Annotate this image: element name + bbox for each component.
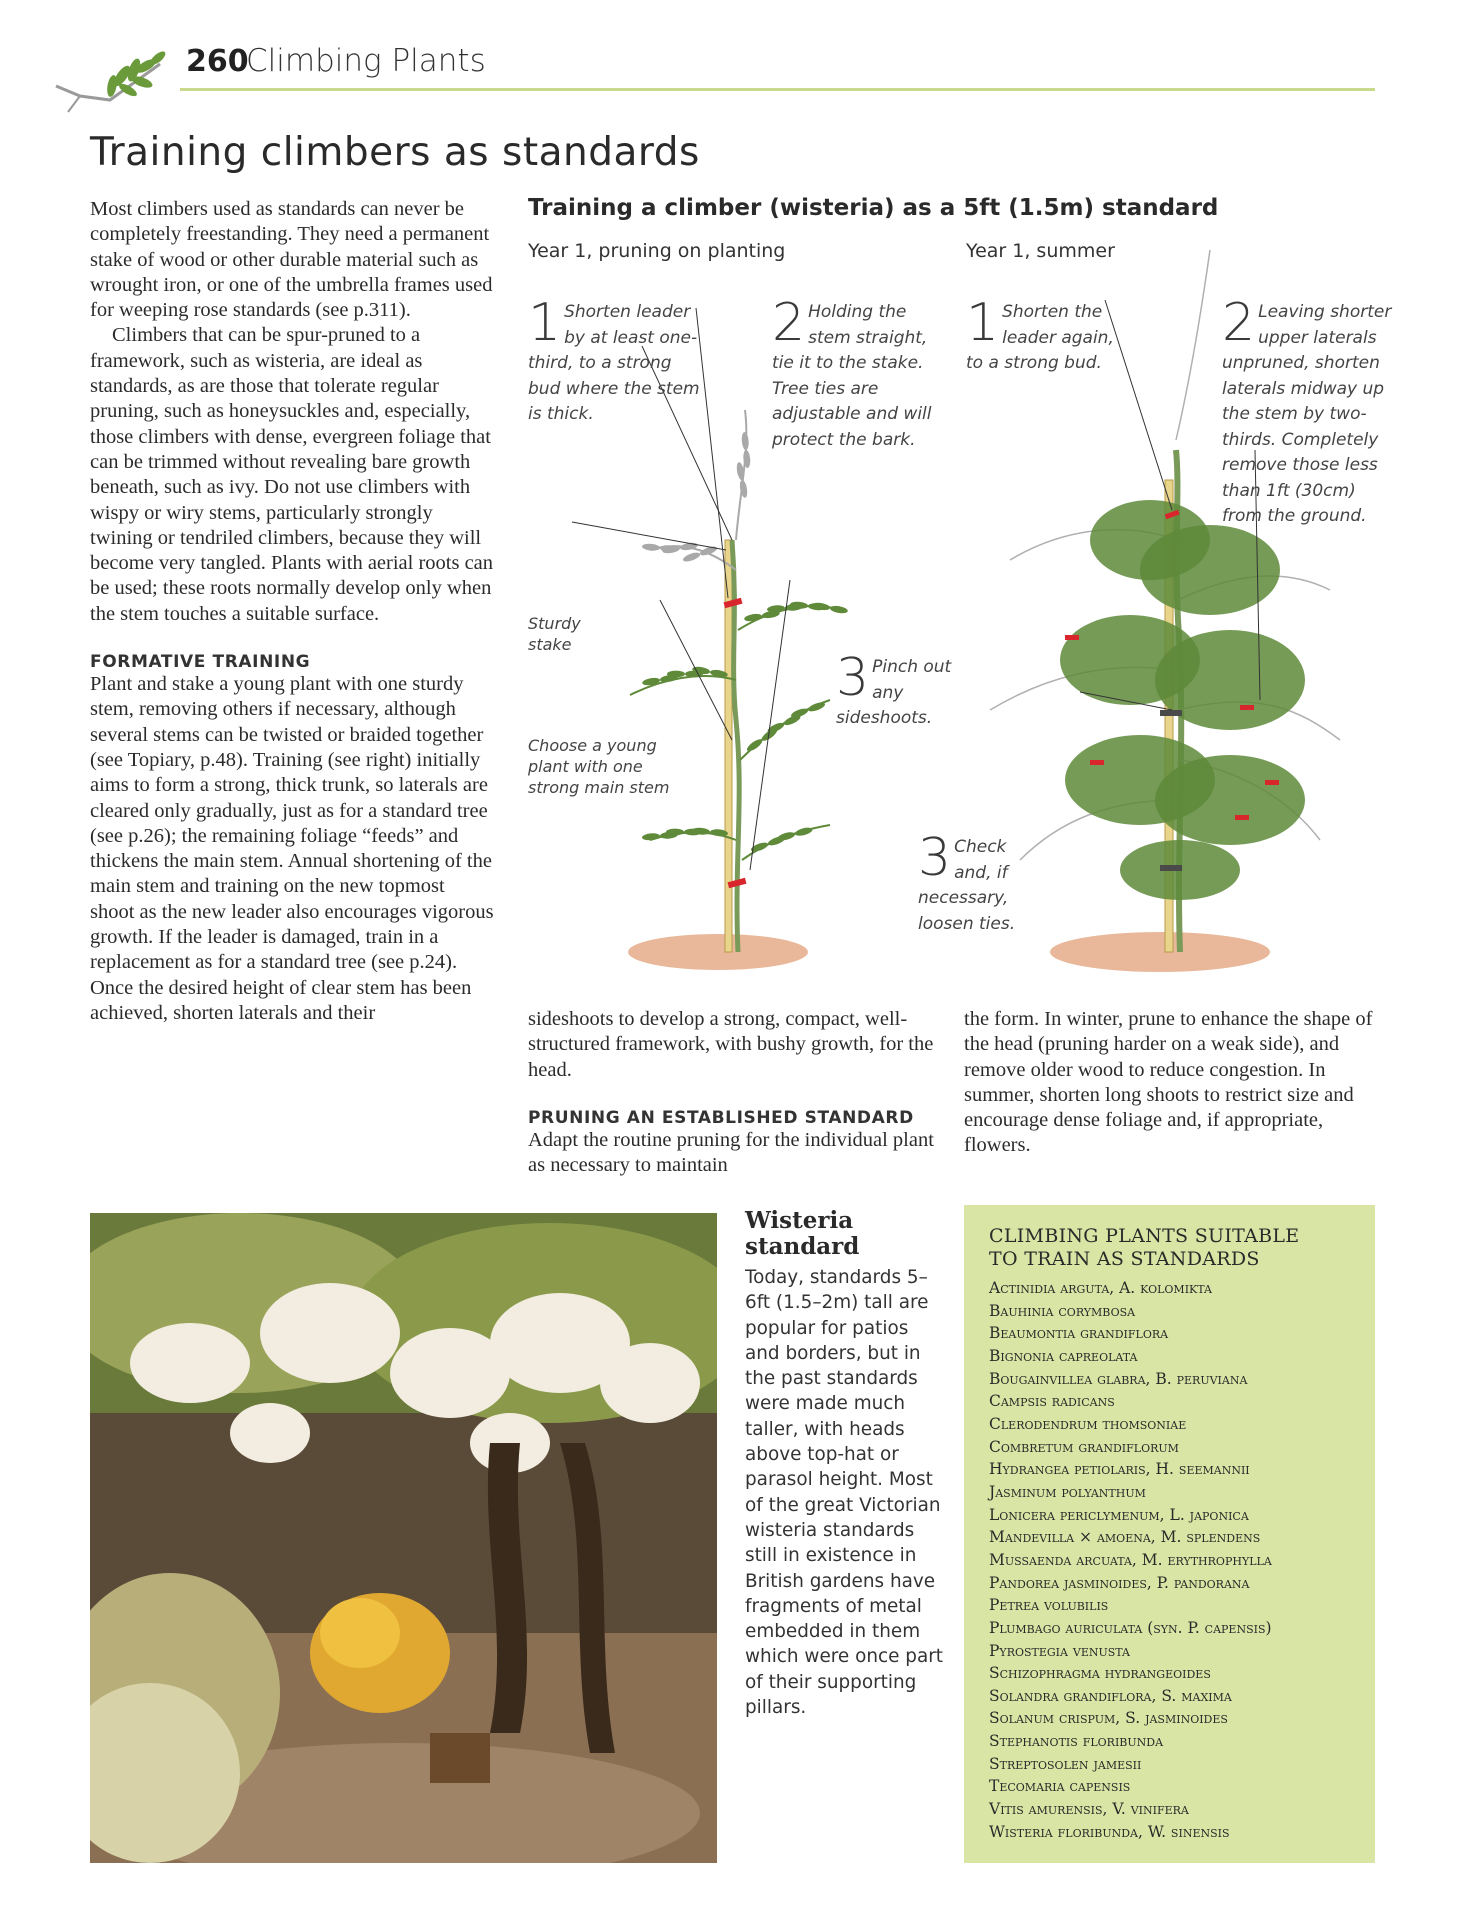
caption-title: Wisteria standard <box>745 1207 860 1260</box>
list-item: Beaumontia grandiflora <box>989 1324 1169 1343</box>
step-text: Holding the stem straight, tie it to the stake. Tree ties are adjustable and will protect the bark. <box>772 302 932 450</box>
soil-mound <box>1050 932 1270 972</box>
list-item: Lonicera periclymenum, L. japonica <box>989 1505 1249 1524</box>
body-paragraph: sideshoots to develop a strong, compact, well-structured framework, with bushy growth, for the head. <box>528 1008 934 1081</box>
list-item: Solanum crispum, S. jasminoides <box>989 1709 1228 1728</box>
step-text: Shorten the leader again, to a strong bud. <box>966 302 1114 373</box>
step-text: Shorten leader by at least one-third, to a strong bud where the stem is thick. <box>528 302 700 424</box>
list-item: Mussaenda arcuata, M. erythrophylla <box>989 1550 1272 1569</box>
list-item: Mandevilla × amoena, M. splendens <box>989 1528 1261 1547</box>
list-item: Bougainvillea glabra, B. peruviana <box>989 1369 1248 1388</box>
body-paragraph: Plant and stake a young plant with one sturdy stem, removing others if necessary, although several stems can be twisted or braided together (see Topiary, p.48). Training (see right) initially aims to form a strong, thick trunk, so laterals are cleared only gradually, just as for a standard tree (see p.26); the remaining foliage “feeds” and thickens the main stem. Annual shortening of the main stem and training on the new topmost shoot as the new leader also encourages vigorous growth. If the leader is damaged, train in a replacement as for a standard tree (see p.24). Once the desired height of clear stem has been achieved, shorten laterals and their <box>90 673 494 1024</box>
list-item: Tecomaria capensis <box>989 1777 1131 1796</box>
step-number: 2 <box>1222 293 1256 353</box>
step-2-shorten-laterals <box>1222 293 1394 530</box>
step-number: 2 <box>772 293 806 353</box>
body-column-1 <box>90 197 494 1026</box>
list-item: Vitis amurensis, V. vinifera <box>989 1800 1189 1819</box>
diagram-title: Training a climber (wisteria) as a 5ft (1.5m) standard <box>528 195 1219 221</box>
list-item: Wisteria floribunda, W. sinensis <box>989 1822 1230 1841</box>
list-item: Stephanotis floribunda <box>989 1732 1164 1751</box>
step-number: 3 <box>918 828 952 888</box>
body-paragraph: Most climbers used as standards can never be completely freestanding. They need a permanent stake of wood or other durable material such as wrought iron, or one of the umbrella frames used for weeping rose standards (see p.311). <box>90 198 493 322</box>
wisteria-standard-photo <box>90 1213 717 1863</box>
list-item: Pyrostegia venusta <box>989 1641 1130 1660</box>
section-title: Training climbers as standards <box>90 130 700 175</box>
step-2-tie-stem <box>772 293 950 453</box>
step-1-shorten-leader-again <box>966 293 1116 377</box>
list-item: Combretum grandiflorum <box>989 1437 1179 1456</box>
list-item: Bauhinia corymbosa <box>989 1301 1136 1320</box>
step-1-shorten-leader <box>528 293 700 428</box>
list-item: Actinidia arguta, A. kolomikta <box>989 1279 1212 1297</box>
diagram-heading-planting: Year 1, pruning on planting <box>528 240 786 262</box>
tree-tie <box>1160 710 1182 716</box>
list-item: Petrea volubilis <box>989 1596 1109 1615</box>
sprig-logo-icon <box>50 36 170 120</box>
suitable-plants-box <box>964 1205 1375 1863</box>
list-item: Streptosolen jamesii <box>989 1754 1142 1773</box>
list-item: Hydrangea petiolaris, H. seemannii <box>989 1460 1250 1479</box>
step-3-pinch-sideshoots <box>836 648 956 732</box>
body-paragraph: Adapt the routine pruning for the individual plant as necessary to maintain <box>528 1128 934 1177</box>
step-text: Pinch out any sideshoots. <box>836 657 952 728</box>
list-item: Bignonia capreolata <box>989 1346 1138 1365</box>
page-number: 260 <box>186 44 249 79</box>
soil-mound <box>628 934 808 970</box>
photo-caption <box>745 1208 945 1720</box>
body-paragraph: Climbers that can be spur-pruned to a framework, such as wisteria, are ideal as standards, as are those that tolerate regular pruning, such as honeysuckles and, especially, those climbers with dense, evergreen foliage that can be trimmed without revealing bare growth beneath, such as ivy. Do not use climbers with wispy or wiry stems, particularly strongly twining or tendriled climbers, because they will become very tangled. Plants with aerial roots can be used; these roots normally develop only when the stem touches a suitable surface. <box>90 324 494 625</box>
running-title: Climbing Plants <box>246 43 486 79</box>
list-item: Solandra grandiflora, S. maxima <box>989 1686 1232 1705</box>
body-column-3 <box>964 1007 1374 1159</box>
list-item: Pandorea jasminoides, P. pandorana <box>989 1573 1250 1592</box>
label-young-plant: Choose a young plant with one strong main stem <box>528 736 670 797</box>
list-item: Campsis radicans <box>989 1392 1115 1411</box>
step-number: 1 <box>528 293 562 353</box>
list-item: Schizophragma hydrangeoides <box>989 1664 1211 1683</box>
diagram-heading-summer: Year 1, summer <box>966 240 1115 262</box>
subhead-pruning-established: PRUNING AN ESTABLISHED STANDARD <box>528 1107 914 1128</box>
step-number: 1 <box>966 293 1000 353</box>
label-sturdy-stake: Sturdy stake <box>528 614 581 654</box>
plant-box-title: CLIMBING PLANTS SUITABLE TO TRAIN AS STANDARDS <box>989 1225 1300 1270</box>
body-paragraph: the form. In winter, prune to enhance the shape of the head (pruning harder on a weak side), and remove older wood to reduce congestion. In summer, shorten long shoots to restrict size and encourage dense foliage and, if appropriate, flowers. <box>964 1008 1373 1157</box>
plant-list <box>989 1277 1272 1843</box>
body-column-2 <box>528 1007 938 1178</box>
list-item: Jasminum polyanthum <box>989 1482 1146 1501</box>
step-text: Check and, if necessary, loosen ties. <box>918 837 1016 934</box>
list-item: Plumbago auriculata (syn. P. capensis) <box>989 1618 1272 1637</box>
subhead-formative-training: FORMATIVE TRAINING <box>90 652 311 673</box>
list-item: Clerodendrum thomsoniae <box>989 1414 1187 1433</box>
step-3-check-ties <box>918 828 1028 937</box>
caption-text: Today, standards 5–6ft (1.5–2m) tall are popular for patios and borders, but in the past standards were made much taller, with heads above top-hat or parasol height. Most of the great Victorian wisteria standards still in existence in British gardens have fragments of metal embedded in them which were once part of their supporting pillars. <box>745 1267 943 1719</box>
tree-tie <box>1160 865 1182 871</box>
step-number: 3 <box>836 648 870 708</box>
step-text: Leaving shorter upper laterals unpruned, shorten laterals midway up the stem by two-thirds. Completely remove those less than 1ft (30cm) from the ground. <box>1222 302 1392 526</box>
header-rule <box>180 88 1375 91</box>
